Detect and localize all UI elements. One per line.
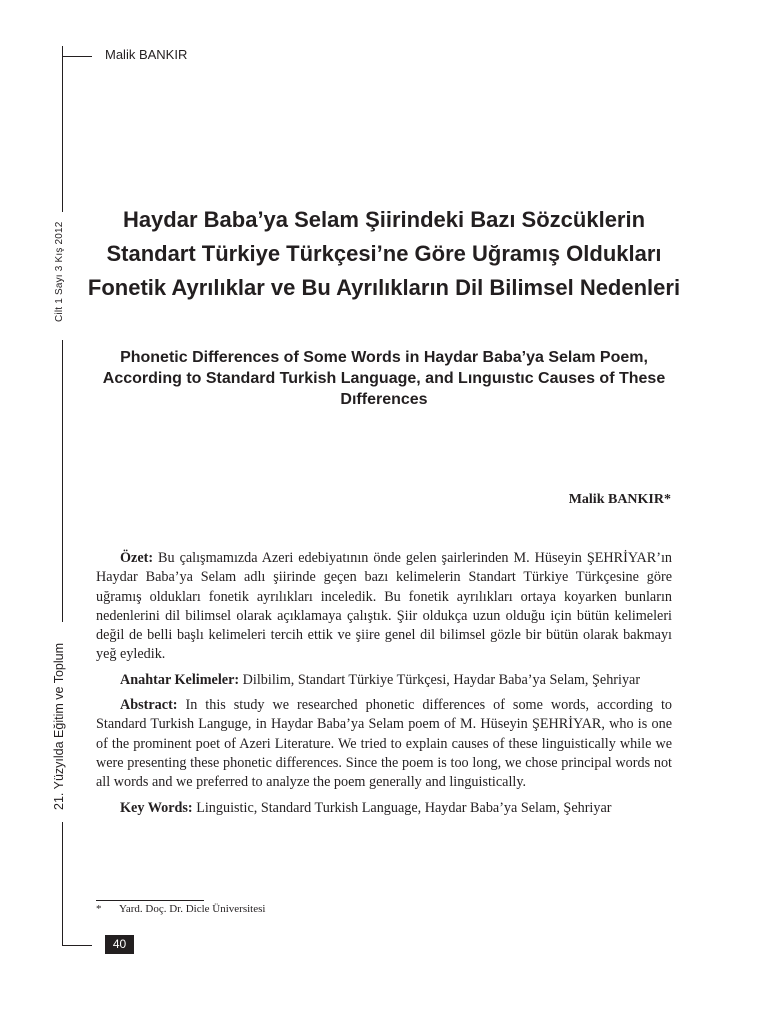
page-number: 40 [105,935,134,954]
ozet-paragraph [96,549,672,665]
title-english: Phonetic Differences of Some Words in Haydar Baba’ya Selam Poem, According to Standard Turkish Language, and Lınguıstıc Causes of These Dıfferences [102,349,666,408]
abstract-paragraph [96,696,672,792]
margin-rule-top [62,46,63,212]
sidebar-issue: Cilt 1 Sayı 3 Kış 2012 [54,221,65,322]
margin-rule-bottom [62,822,63,946]
keywords-label: Key Words: [120,799,193,816]
margin-tick-bottom [62,945,92,946]
title-turkish: Haydar Baba’ya Selam Şiirindeki Bazı Sözcüklerin Standart Türkiye Türkçesi’ne Göre Uğramış Oldukları Fonetik Ayrılıklar ve Bu Ayrılıkların Dil Bilimsel Nedenleri [87,207,681,300]
anahtar-text: Dilbilim, Standart Türkiye Türkçesi, Haydar Baba’ya Selam, Şehriyar [239,671,641,688]
footnote-text: Yard. Doç. Dr. Dicle Üniversitesi [119,903,266,915]
abstract-text: In this study we researched phonetic differences of some words, according to Standard Turkish Languge, in Haydar Baba’ya Selam poem of M. Hüseyin ŞEHRİYAR, who is one of the prominent poet of Azeri Literature. We tried to explain causes of these linguistically while we were presenting these phonetic differences. Since the poem is too long, we chose principal words not all words and we preferred to analyze the poem generally and linguistically. [96,697,672,791]
anahtar-paragraph [96,671,672,690]
author-name: Malik BANKIR* [568,492,671,507]
footnote [96,903,265,915]
ozet-label: Özet: [120,550,154,566]
keywords-paragraph [96,799,672,818]
ozet-text: Bu çalışmamızda Azeri edebiyatının önde gelen şairlerinden M. Hüseyin ŞEHRİYAR’ın Haydar Baba’ya Selam adlı şiirinde geçen bazı kelimelerin Standart Türkiye Türkçesine göre uğramış oldukları fonetik ayrılıkları inceledik. Bu fonetik ayrılıkları ortaya koyarken bunların nedenlerini dil bilimsel olarak açıklamaya çalıştık. Şiir oldukça uzun olduğu için bütün kelimeleri değil de belli başlı kelimeleri tercih ettik ve şiire genel dil bilimsel gözle bir bütün olarak bakmayı yeğ eyledik. [96,550,672,663]
footnote-mark: * [96,903,102,915]
keywords-text: Linguistic, Standard Turkish Language, Haydar Baba’ya Selam, Şehriyar [192,799,612,816]
sidebar-journal: 21. Yüzyılda Eğitim ve Toplum [52,643,66,810]
article-body [96,549,672,824]
anahtar-label: Anahtar Kelimeler: [120,671,240,688]
abstract-label: Abstract: [120,697,178,714]
running-head: Malik BANKIR [105,47,188,62]
footnote-rule [96,900,204,901]
margin-rule-middle [62,340,63,622]
margin-tick-top [62,56,92,57]
